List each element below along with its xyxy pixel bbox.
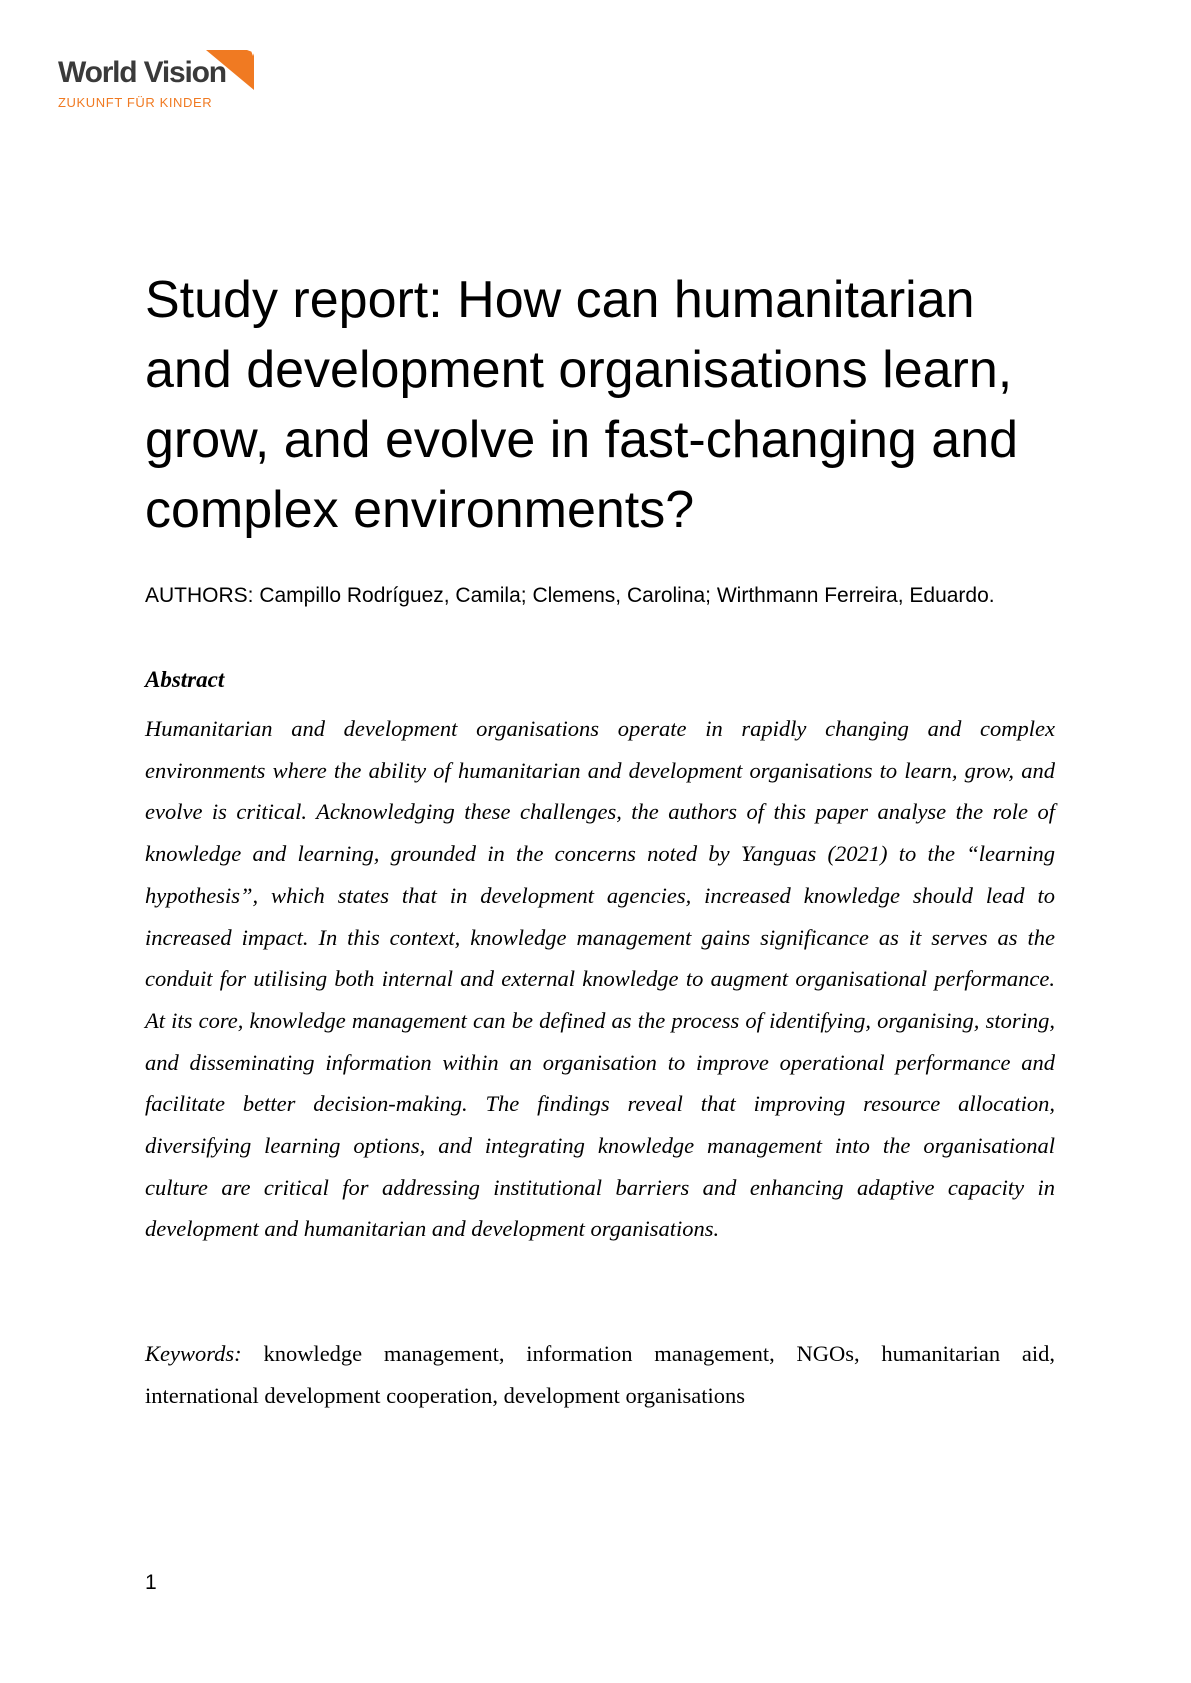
logo-wordmark: World Vision bbox=[58, 56, 226, 89]
logo-tagline: ZUKUNFT FÜR KINDER bbox=[58, 95, 213, 110]
keywords-paragraph bbox=[145, 1333, 1055, 1417]
abstract-body: Humanitarian and development organisations operate in rapidly changing and complex environments where the ability of humanitarian and development organisations to learn, grow, and evolve is critical. Acknowledging these challenges, the authors of this paper analyse the role of knowledge and learning, grounded in the concerns noted by Yanguas (2021) to the “learning hypothesis”, which states that in development agencies, increased knowledge should lead to increased impact. In this context, knowledge management gains significance as it serves as the conduit for utilising both internal and external knowledge to augment organisational performance. At its core, knowledge management can be defined as the process of identifying, organising, storing, and disseminating information within an organisation to improve operational performance and facilitate better decision-making. The findings reveal that improving resource allocation, diversifying learning options, and integrating knowledge management into the organisational culture are critical for addressing institutional barriers and enhancing adaptive capacity in development and humanitarian and development organisations. bbox=[145, 716, 1055, 1242]
page-number: 1 bbox=[145, 1571, 157, 1594]
report-title: Study report: How can humanitarian and development organisations learn, grow, and evolve in fast-changing and complex environments? bbox=[145, 271, 1019, 539]
abstract-heading: Abstract bbox=[145, 667, 225, 692]
authors-line: AUTHORS: Campillo Rodríguez, Camila; Clemens, Carolina; Wirthmann Ferreira, Eduardo. bbox=[145, 584, 995, 607]
keywords-text: knowledge management, information management, NGOs, humanitarian aid, international development cooperation, development organisations bbox=[145, 1341, 1055, 1408]
keywords-label: Keywords: bbox=[145, 1341, 242, 1366]
world-vision-logo bbox=[56, 44, 256, 114]
